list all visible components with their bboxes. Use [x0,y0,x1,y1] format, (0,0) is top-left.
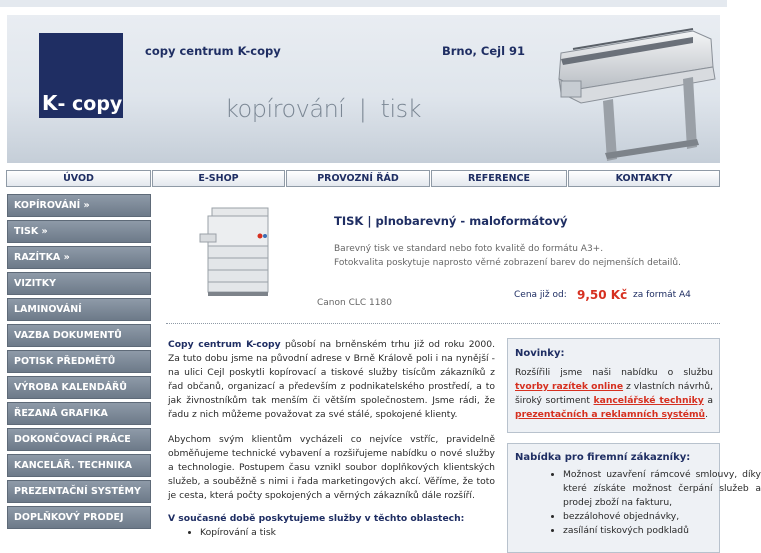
sidebar-item-razitka[interactable]: RAZÍTKA » [7,246,151,269]
copier-image [198,206,276,298]
sidebar-item-potisk[interactable]: POTISK PŘEDMĚTŮ [7,350,151,373]
second-paragraph: Abychom svým klientům vycházeli co nejvíce vstříc, pravidelně obměňujeme technické vybavení a rozšiřujeme nabídku o nové služby a technologie. Postupem času vznikl soubor doplňkových klientských služeb, a souběžně s nimi i řada marketingových akcí. Věříme, že toto je cesta, která počty spokojených a věrných zákazníků dále rozšíří. [168,434,495,501]
sidebar-item-kalendare[interactable]: VÝROBA KALENDÁŘŮ [7,376,151,399]
product-description-2: Fotokvalita poskytuje naprosto věrné zobrazení barev do nejmenších detailů. [334,258,681,268]
services-item: • Kopírování a tisk [200,526,495,540]
tab-kontakty[interactable]: KONTAKTY [568,170,720,187]
sidebar-item-laminovani[interactable]: LAMINOVÁNÍ [7,298,151,321]
content-divider [166,323,720,324]
offer-list [508,468,761,538]
news-title: Novinky: [515,348,565,359]
news-text: Rozšířili jsme naši nabídku o službu tvorby razítek online z vlastních návrhů, široký sortiment kancelářské techniky a prezentačních a reklamních systémů. [515,367,713,420]
sidebar-item-dokoncovaci[interactable]: DOKONČOVACÍ PRÁCE [7,428,151,451]
offer-item: • zasílání tiskových podkladů [563,524,761,538]
intro-bold: Copy centrum K-copy [168,339,281,350]
offer-item: • bezzálohové objednávky, [563,510,761,524]
product-feature [166,200,720,317]
top-strip [0,0,727,7]
offer-item: • Možnost uzavření rámcové smlouvy, díky které získáte možnost čerpání služeb a prodej zboží na fakturu, [563,468,761,510]
sidebar-menu [7,194,151,532]
services-list [168,526,495,540]
plotter-image [543,23,723,165]
tab-provozni-rad[interactable]: PROVOZNÍ ŘÁD [286,170,430,187]
sidebar-item-kopirovani[interactable]: KOPÍROVÁNÍ » [7,194,151,217]
logo-text: K- copy [42,91,123,115]
sidebar-item-tisk[interactable]: TISK » [7,220,151,243]
price-unit: za formát A4 [633,290,691,300]
price-label: Cena již od: [514,290,567,300]
sidebar-item-prezentacni[interactable]: PREZENTAČNÍ SYSTÉMY [7,480,151,503]
link-prezentacni-systemy[interactable]: prezentačních a reklamních systémů [515,409,706,420]
offer-title: Nabídka pro firemní zákazníky: [515,452,691,463]
main-content [168,338,495,540]
intro-text: působí na brněnském trhu již od roku 2000. Za tuto dobu jsme na původní adrese v Brně Králově poli i na nynější - na ulici Cejl poskytli kopírovací a tiskové služby tisícům zákazníků z řad občanů, organizací a především z podnikatelského prostředí, a to jak živnostníkům tak menším či větším společnostem. Jsme rádi, že řadu z nich můžeme považovat za své stálé, spokojené klienty. [168,339,496,420]
company-name: copy centrum K-copy [145,44,281,58]
link-kancelarska-technika[interactable]: kancelářské techniky [593,395,704,406]
k-copy-logo[interactable] [39,33,123,118]
sidebar-item-doplnkovy[interactable]: DOPLŇKOVÝ PRODEJ [7,506,151,529]
sidebar-item-kancelar[interactable]: KANCELÁŘ. TECHNIKA [7,454,151,477]
corporate-offer-box [507,443,761,553]
tab-uvod[interactable]: ÚVOD [6,170,151,187]
product-title: TISK | plnobarevný - maloformátový [334,214,568,228]
tab-reference[interactable]: REFERENCE [431,170,567,187]
sidebar-item-vazba[interactable]: VAZBA DOKUMENTŮ [7,324,151,347]
slogan: kopírování | tisk [225,95,422,123]
link-razitka-online[interactable]: tvorby razítek online [515,381,624,392]
product-description-1: Barevný tisk ve standard nebo foto kvalitě do formátu A3+. [334,244,604,254]
main-nav [6,170,720,187]
company-address: Brno, Cejl 91 [442,44,526,58]
sidebar-item-rezana-grafika[interactable]: ŘEZANÁ GRAFIKA [7,402,151,425]
tab-e-shop[interactable]: E-SHOP [152,170,285,187]
services-heading: V současné době poskytujeme služby v těchto oblastech: [168,513,465,524]
intro-paragraph [168,338,495,422]
sidebar-item-vizitky[interactable]: VIZITKY [7,272,151,295]
header-banner [7,15,720,163]
news-box [507,338,720,433]
product-caption: Canon CLC 1180 [317,298,392,308]
price-value: 9,50 Kč [577,288,628,302]
